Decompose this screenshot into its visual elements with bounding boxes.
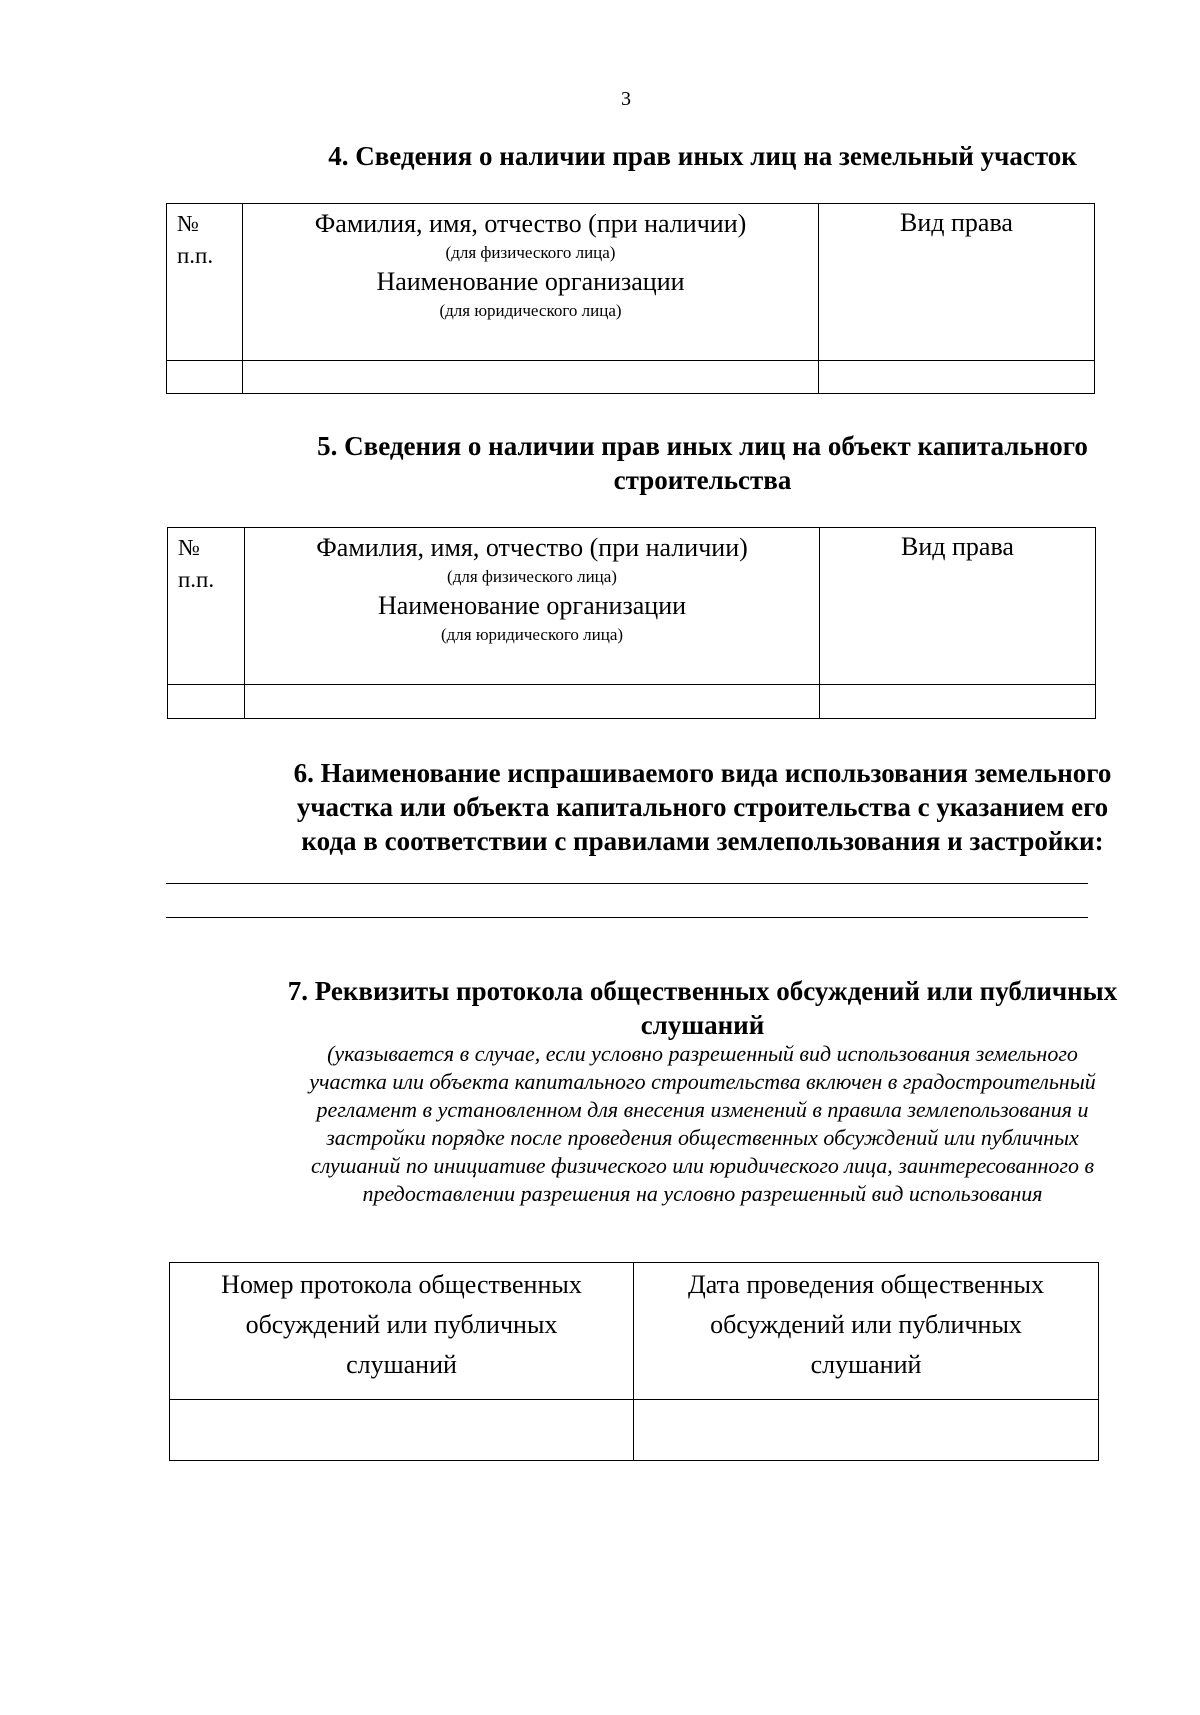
right-type-column-header: Вид права xyxy=(819,204,1095,361)
empty-cell[interactable] xyxy=(819,361,1095,394)
protocol-date-column-header: Дата проведения общественных обсуждений или публичных слушаний xyxy=(634,1263,1099,1400)
name-column-header: Фамилия, имя, отчество (при наличии) (для физического лица) Наименование организации (для юридического лица) xyxy=(243,204,819,361)
empty-cell[interactable] xyxy=(168,685,245,719)
empty-cell[interactable] xyxy=(170,1400,634,1461)
answer-line-2[interactable] xyxy=(166,917,1088,918)
table-row xyxy=(167,361,1095,394)
section-4-table xyxy=(166,203,1095,394)
section-6-title: 6. Наименование испрашиваемого вида использования земельного участка или объекта капитального строительства с указанием его кода в соответствии с правилами землепользования и застройки: xyxy=(293,758,1112,856)
section-7-note: (указывается в случае, если условно разрешенный вид использования земельного участка или объекта капитального строительства включен в градостроительный регламент в установленном для внесения изменений в правила землепользования и застройки порядке после проведения общественных обсуждений или публичных слушаний по инициативе физического или юридического лица, заинтересованного в предоставлении разрешения на условно разрешенный вид использования xyxy=(309,1041,1096,1206)
number-column-header: № п.п. xyxy=(168,528,245,685)
section-7-title: 7. Реквизиты протокола общественных обсуждений или публичных слушаний xyxy=(287,976,1118,1040)
empty-cell[interactable] xyxy=(245,685,820,719)
table-header-row xyxy=(167,204,1095,361)
name-column-header: Фамилия, имя, отчество (при наличии) (для физического лица) Наименование организации (для юридического лица) xyxy=(245,528,820,685)
table-row xyxy=(170,1400,1099,1461)
section-5-title: 5. Сведения о наличии прав иных лиц на объект капитального строительства xyxy=(317,431,1088,495)
number-column-header: № п.п. xyxy=(167,204,243,361)
empty-cell[interactable] xyxy=(634,1400,1099,1461)
table-header-row xyxy=(168,528,1096,685)
empty-cell[interactable] xyxy=(167,361,243,394)
empty-cell[interactable] xyxy=(243,361,819,394)
protocol-number-column-header: Номер протокола общественных обсуждений или публичных слушаний xyxy=(170,1263,634,1400)
answer-line-1[interactable] xyxy=(166,883,1088,884)
section-7-table xyxy=(169,1262,1099,1461)
right-type-column-header: Вид права xyxy=(820,528,1096,685)
table-header-row xyxy=(170,1263,1099,1400)
page-number: 3 xyxy=(621,88,631,110)
section-5-table xyxy=(167,527,1096,719)
section-4-title: 4. Сведения о наличии прав иных лиц на земельный участок xyxy=(328,141,1077,171)
empty-cell[interactable] xyxy=(820,685,1096,719)
table-row xyxy=(168,685,1096,719)
